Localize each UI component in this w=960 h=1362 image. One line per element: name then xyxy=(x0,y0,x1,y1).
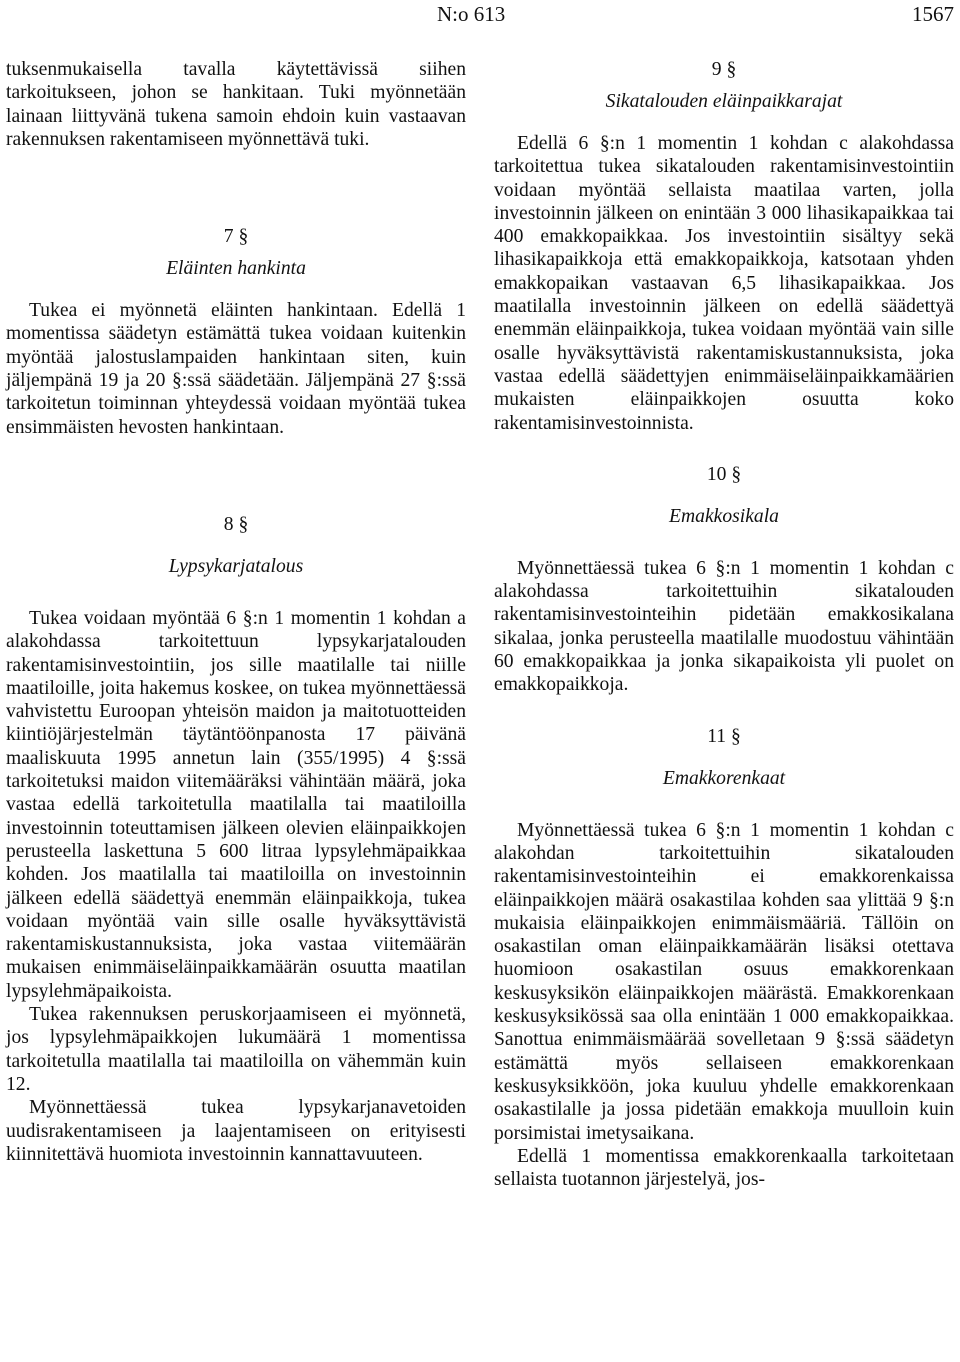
section-10-paragraph: Myönnettäessä tukea 6 §:n 1 momentin 1 kohdan c alakohdassa tarkoitettuihin sikatalouden rakentamisinvestointeihin pidetään emakkosikalana sikalaa, jonka perusteella maatilalle muodostuu vähintään 60 emakkopaikkaa ja jonka sikapaikoista yli puolet on emakkopaikkoja. xyxy=(494,557,954,696)
section-8-number: 8 § xyxy=(223,513,249,535)
section-10-title: Emakkosikala xyxy=(669,505,779,527)
section-7-paragraph: Tukea ei myönnetä eläinten hankintaan. Edellä 1 momentissa säädetyn estämättä tukea voidaan kuitenkin myöntää jalostuslampaiden hankintaan siten, kuin jäljempänä 19 ja 20 §:ssä säädetään. Jäljempänä 27 §:ssä tarkoitetun toiminnan yhteydessä voidaan myöntää tukea ensimmäisten hevosten hankintaan. xyxy=(6,300,466,438)
section-8-paragraph-1: Tukea voidaan myöntää 6 §:n 1 momentin 1 kohdan a alakohdassa tarkoitettuun lypsykarjatalouden rakentamisinvestointiin, jos sille maatilalle tai niille maatiloille, joita hakemus koskee, on tukea myönnettäessä vahvistettu Euroopan yhteisön maidon ja maitotuotteiden kiintiöjärjestelmän täytäntöönpanosta 17 päivänä maaliskuuta 1995 annetun lain (355/1995) 4 §:ssä tarkoitetuksi maidon viitemääräksi vähintään määrä, joka vastaa edellä tarkoitetulla maatilalla tai maatiloilla investoinnin toteuttamisen jälkeen olevien eläinpaikkojen perusteella laskettuna 5 600 litraa lypsylehmäpaikkaa kohden. Jos maatilalla tai maatiloilla on investoinnin jälkeen edellä säädettyä enemmän eläinpaikkoja, tukea voidaan myöntää vain sille osalle hyväksyttävistä rakentamiskustannuksista, joka vastaa viitemäärän mukaisen enimmäiseläinpaikkamäärän osuutta maatilan lypsylehmäpaikoista. xyxy=(6,607,466,1002)
page-number: 1567 xyxy=(912,2,954,26)
document-number: N:o 613 xyxy=(437,2,506,26)
section-8-title: Lypsykarjatalous xyxy=(168,555,304,577)
section-10-number: 10 § xyxy=(706,463,742,485)
running-header xyxy=(0,2,960,28)
continued-paragraph: tuksenmukaisella tavalla käytettävissä siihen tarkoitukseen, johon se hankitaan. Tuki myönnetään lainaan liittyvänä tukena samoin ehdoin kuin vastaavan rakennuksen rakentamiseen myönnettävä tuki. xyxy=(6,59,466,150)
section-11-number: 11 § xyxy=(707,725,741,747)
left-column xyxy=(6,58,466,1166)
section-7-number: 7 § xyxy=(223,226,249,248)
section-9-title: Sikatalouden eläinpaikkarajat xyxy=(605,91,843,112)
right-column xyxy=(494,58,954,1191)
section-9-paragraph: Edellä 6 §:n 1 momentin 1 kohdan c alakohdassa tarkoitettua tukea sikatalouden rakentamisinvestointiin voidaan myöntää sellaista maatilaa varten, jolla investoinnin jälkeen on enintään 3 000 lihasikapaikkaa tai 400 emakkopaikkaa. Jos investointiin sisältyy sekä lihasikapaikkoja että emakkopaikkoja, katsotaan yhden emakkopaikan vastaavan 6,5 lihasikapaikkaa. Jos maatilalla investoinnin jälkeen on edellä säädettyä enemmän eläinpaikkoja, tukea voidaan myöntää vain sille osalle hyväksyttävistä rakentamiskustannuksista, joka vastaa edellä säädettyjen enimmäiseläinpaikkamäärien mukaisten eläinpaikkojen osuutta koko rakentamisinvestoinnista. xyxy=(494,133,954,434)
section-7-title: Eläinten hankinta xyxy=(166,258,306,280)
section-11-title: Emakkorenkaat xyxy=(662,767,786,789)
section-11-paragraph-1: Myönnettäessä tukea 6 §:n 1 momentin 1 kohdan c alakohdan tarkoitettuihin sikatalouden rakentamisinvestointeihin ei emakkorenkaissa eläinpaikkojen määrä osakastilaa kohden saa ylittää 9 §:n mukaisia eläinpaikkojen enimmäismääriä. Tällöin on osakastilan oman eläinpaikkamäärän lisäksi otettava huomioon osakastilan osuus emakkorenkaan keskusyksikön eläinpaikkojen määrästä. Emakkorenkaan keskusyksikössä saa olla enintään 1 000 emakkopaikkaa. Sanottua enimmäismäärää sovelletaan 9 §:ssä säädetyn estämättä myös sellaiseen emakkorenkaan keskusyksikköön, joka kuuluu yhdelle emakkorenkaan osakastilalle ja jossa pidetään emakkoja muulloin kuin porsimistai imetysaikana. xyxy=(494,819,954,1144)
section-8-paragraph-2: Tukea rakennuksen peruskorjaamiseen ei myönnetä, jos lypsylehmäpaikkojen lukumäärä 1 momentissa tarkoitetulla maatilalla tai maatiloilla on vähemmän kuin 12. xyxy=(6,1004,466,1095)
section-8-paragraph-3: Myönnettäessä tukea lypsykarjanavetoiden uudisrakentamiseen ja laajentamiseen on erityisesti kiinnitettävä huomiota investoinnin kannattavuuteen. xyxy=(6,1097,466,1165)
section-11-paragraph-2: Edellä 1 momentissa emakkorenkaalla tarkoitetaan sellaista tuotannon järjestelyä, jos- xyxy=(494,1145,954,1191)
section-9-number: 9 § xyxy=(711,59,737,80)
